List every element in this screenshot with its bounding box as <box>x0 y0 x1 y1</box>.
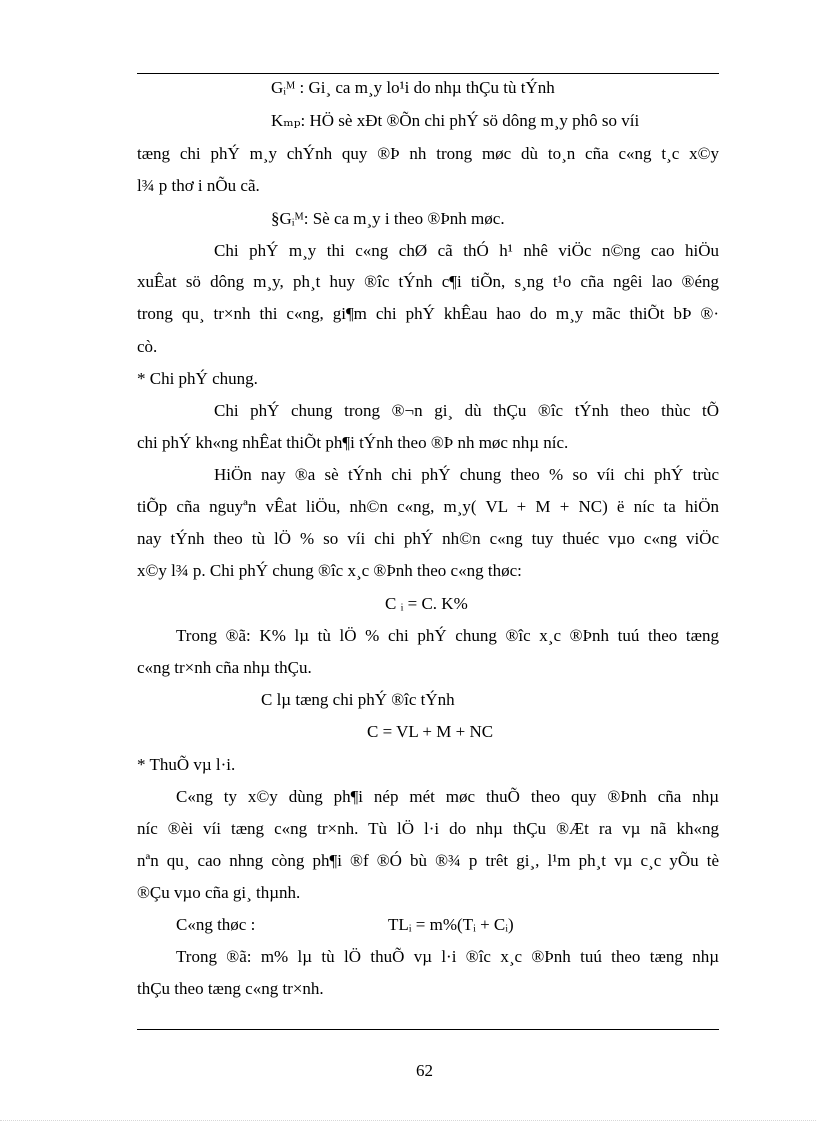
page-number: 62 <box>416 1061 433 1080</box>
text-line: Trong ®ã: K% lµ tù lÖ % chi phÝ chung ®îc x¸c ®Þnh tuú theo tæng <box>176 626 719 645</box>
text-line: ®Çu vµo cña gi¸ thµnh. <box>137 883 301 902</box>
text-line: chi phÝ kh«ng nhÊat thiÕt ph¶i tÝnh theo ®Þ nh møc nhµ níc. <box>137 433 569 452</box>
text-line: thÇu theo tæng c«ng tr×nh. <box>137 979 324 998</box>
text-line: Trong ®ã: m% lµ tù lÖ thuÕ vµ l·i ®îc x¸c ®Þnh tuú theo tæng nhµ <box>176 947 719 966</box>
text-line: l¾ p thơ i nÕu cã. <box>137 176 260 195</box>
text-line: C lµ tæng chi phÝ ®îc tÝnh <box>261 690 455 709</box>
text-line: Gᵢᴹ : Gi¸ ca m¸y lo¹i do nhµ thÇu tù tÝnh <box>271 78 555 97</box>
text-line: xuÊat sö dông m¸y, ph¸t huy ®îc tÝnh c¶i tiÕn, s¸ng t¹o cña ngêi lao ®éng <box>137 272 719 291</box>
bottom-border <box>0 1120 816 1121</box>
text-line: níc ®èi víi tæng c«ng tr×nh. Tù lÖ l·i do nhµ thÇu ®Æt ra vµ nã kh«ng <box>137 819 719 838</box>
text-line: tiÕp cña nguyªn vÊat liÖu, nh©n c«ng, m¸y( VL + M + NC) ë níc ta hiÖn <box>137 497 719 516</box>
text-line: tæng chi phÝ m¸y chÝnh quy ®Þ nh trong møc dù to¸n cña c«ng t¸c x©y <box>137 144 719 163</box>
text-line: C«ng ty x©y dùng ph¶i nép mét møc thuÕ theo quy ®Þnh cña nhµ <box>176 787 719 806</box>
text-line: HiÖn nay ®a sè tÝnh chi phÝ chung theo % so víi chi phÝ trùc <box>214 465 719 484</box>
formula: C = VL + M + NC <box>367 722 494 741</box>
text-line: trong qu¸ tr×nh thi c«ng, gi¶m chi phÝ khÊau hao do m¸y mãc thiÕt bÞ ®· <box>137 304 719 323</box>
header-rule <box>137 73 719 74</box>
section-heading: * Chi phÝ chung. <box>137 369 258 388</box>
text-line: Chi phÝ chung trong ®¬n gi¸ dù thÇu ®îc tÝnh theo thùc tÕ <box>214 401 719 420</box>
text-line: Kₘₚ: HÖ sè xÐt ®Õn chi phÝ sö dông m¸y phô so víi <box>271 111 640 130</box>
section-heading: * ThuÕ vµ l·i. <box>137 755 236 774</box>
text-line: C«ng thøc : <box>176 915 256 934</box>
text-line: nay tÝnh theo tù lÖ % so víi chi phÝ nh©n c«ng tuy thuéc vµo c«ng viÖc <box>137 529 719 548</box>
formula: C ᵢ = C. K% <box>385 594 468 613</box>
text-line: §Gᵢᴹ: Sè ca m¸y i theo ®Þnh møc. <box>271 209 505 228</box>
text-line: Chi phÝ m¸y thi c«ng chØ cã thÓ h¹ nhê viÖc n©ng cao hiÖu <box>214 241 719 260</box>
formula: TLᵢ = m%(Tᵢ + Cᵢ) <box>388 915 514 934</box>
text-line: nªn qu¸ cao nhng còng ph¶i ®f ®Ó bù ®¾ p trêt gi¸, l¹m ph¸t vµ c¸c yÕu tè <box>137 851 719 870</box>
footer-rule <box>137 1029 719 1030</box>
text-line: c«ng tr×nh cña nhµ thÇu. <box>137 658 312 677</box>
text-line: x©y l¾ p. Chi phÝ chung ®îc x¸c ®Þnh theo c«ng thøc: <box>137 561 522 580</box>
text-line: cò. <box>137 337 158 356</box>
